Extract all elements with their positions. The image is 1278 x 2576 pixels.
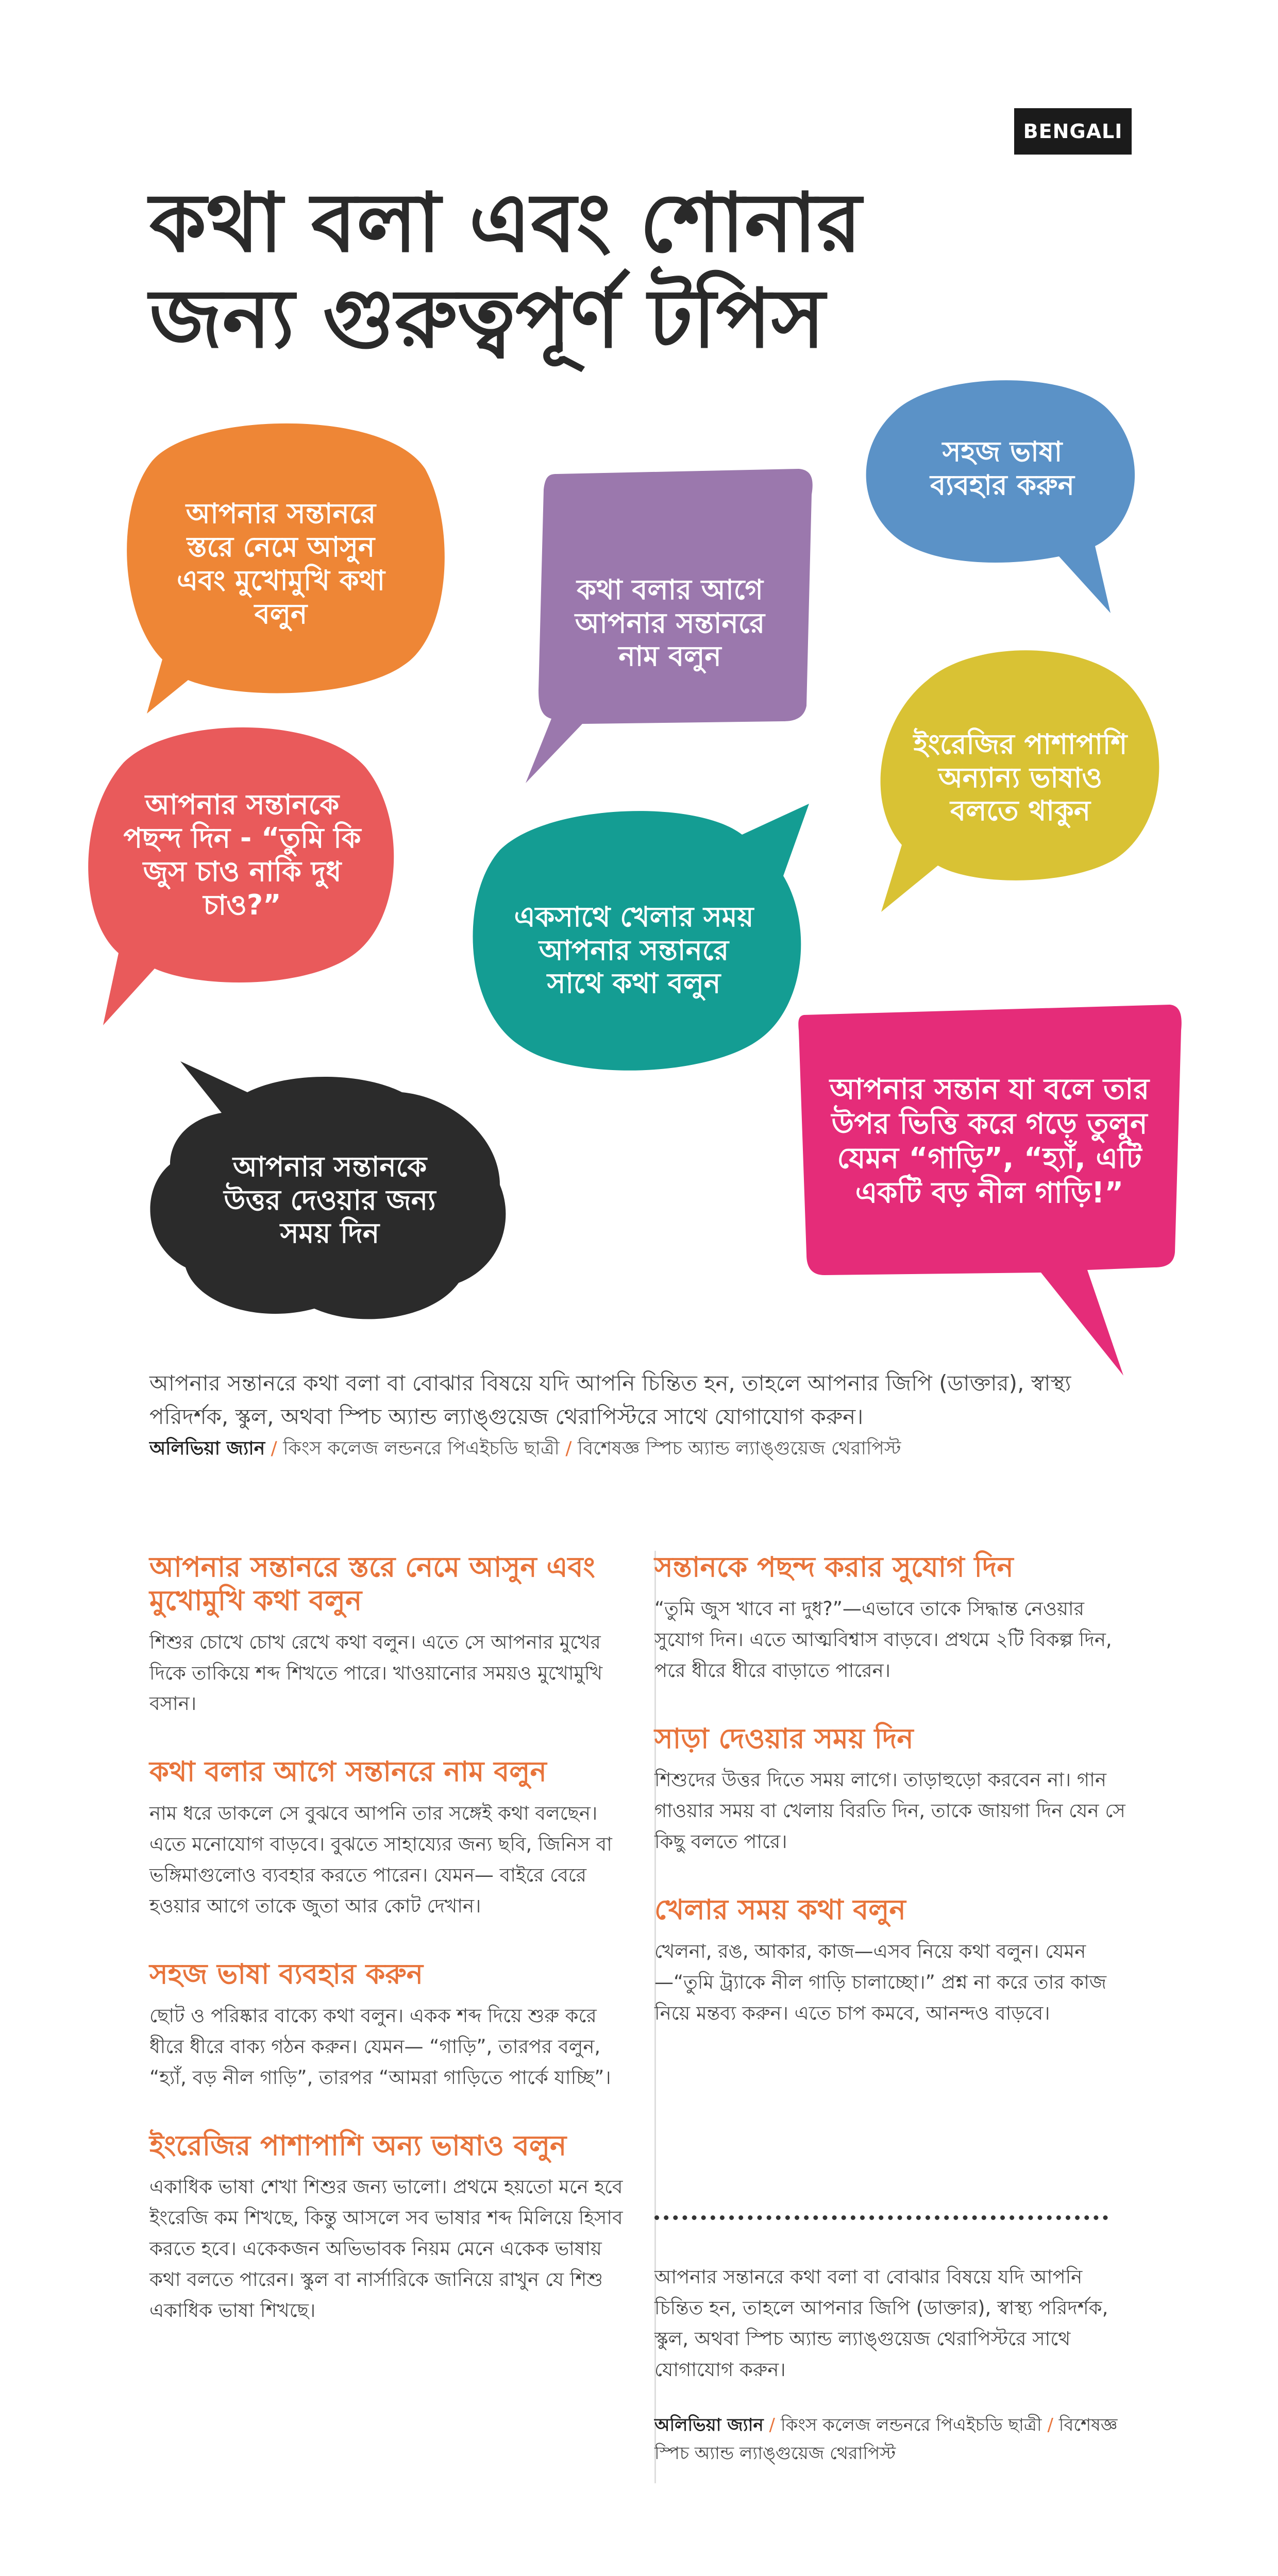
speech-bubble-simple-language bbox=[863, 371, 1141, 613]
section-body: “তুমি জুস খাবে না দুধ?”—এভাবে তাকে সিদ্ধান্ত নেওয়ার সুযোগ দিন। এতে আত্মবিশ্বাস বাড়বে। প্রথমে ২টি বিকল্প দিন, পরে ধীরে ধীরে বাড়াতে পারেন। bbox=[654, 1597, 1112, 1682]
bubble-text: আপনার সন্তানরে স্তরে নেমে আসুন এবং মুখোমুখি কথা বলুন bbox=[176, 497, 385, 630]
bubble-text: ইংরেজির পাশাপাশি অন্যান্য ভাষাও বলতে থাকুন bbox=[913, 727, 1128, 827]
bubble-text: সহজ ভাষা ব্যবহার করুন bbox=[930, 435, 1074, 501]
separator: / bbox=[565, 1438, 572, 1459]
speech-bubble-give-choices bbox=[82, 716, 402, 1025]
speech-bubble-say-name bbox=[526, 464, 814, 783]
section-heading: সাড়া দেওয়ার সময় দিন bbox=[654, 1722, 914, 1755]
section-heading: আপনার সন্তানরে স্তরে নেমে আসুন এবং মুখোমুখি কথা বলুন bbox=[149, 1551, 595, 1617]
section-body: খেলনা, রঙ, আকার, কাজ—এসব নিয়ে কথা বলুন। যেমন—“তুমি ট্র্যাকে নীল গাড়ি চালাচ্ছো।” প্রশ্ন না করে তার কাজ নিয়ে মন্তব্য করুন। এতে চাপ কমবে, আনন্দও বাড়বে। bbox=[654, 1940, 1107, 2024]
author-role-2: বিশেষজ্ঞ স্পিচ অ্যান্ড ল্যাঙ্গুয়েজ থেরাপিস্ট bbox=[654, 2414, 1118, 2464]
language-badge: BENGALI bbox=[1014, 108, 1132, 155]
speech-bubble-time-to-answer bbox=[144, 1051, 515, 1329]
right-column bbox=[654, 1551, 1134, 2065]
section-heading: খেলার সময় কথা বলুন bbox=[654, 1893, 906, 1926]
side-author-credit bbox=[654, 2411, 1118, 2468]
bubble-text: একসাথে খেলার সময় আপনার সন্তানরে সাথে কথা বলুন bbox=[514, 900, 754, 1000]
side-note-text: আপনার সন্তানরে কথা বলা বা বোঝার বিষয়ে যদি আপনি চিন্তিত হন, তাহলে আপনার জিপি (ডাক্তার), স্বাস্থ্য পরিদর্শক, স্কুল, অথবা স্পিচ অ্যান্ড ল্যাঙ্গুয়েজ থেরাপিস্টরে সাথে যোগাযোগ করুন। bbox=[654, 2266, 1108, 2381]
side-note-box bbox=[654, 2262, 1118, 2468]
author-name: অলিভিয়া জ্যান bbox=[149, 1438, 265, 1459]
separator: / bbox=[769, 2414, 776, 2435]
section-body: শিশুদের উত্তর দিতে সময় লাগে। তাড়াহুড়ো করবেন না। গান গাওয়ার সময় বা খেলায় বিরতি দিন, তাকে জায়গা দিন যেন সে কিছু বলতে পারে। bbox=[654, 1769, 1125, 1853]
title-line-2: জন্য গুরুত্বপূর্ণ টপিস bbox=[149, 272, 825, 367]
intro-paragraph: আপনার সন্তানরে কথা বলা বা বোঝার বিষয়ে যদি আপনি চিন্তিত হন, তাহলে আপনার জিপি (ডাক্তার), স্বাস্থ্য পরিদর্শক, স্কুল, অথবা স্পিচ অ্যান্ড ল্যাঙ্গুয়েজ থেরাপিস্টরে সাথে যোগাযোগ করুন। bbox=[149, 1370, 1071, 1430]
author-role-1: কিংস কলেজ লন্ডনরে পিএইচডি ছাত্রী bbox=[283, 1438, 560, 1459]
section-heading: ইংরেজির পাশাপাশি অন্য ভাষাও বলুন bbox=[149, 2129, 567, 2162]
bubble-text: আপনার সন্তান যা বলে তার উপর ভিত্তি করে গড়ে তুলুন যেমন “গাড়ি”, “হ্যাঁ, এটি একটি বড় নীল গাড়ি!” bbox=[830, 1072, 1149, 1210]
bubble-text: আপনার সন্তানকে পছন্দ দিন - “তুমি কি জুস চাও নাকি দুধ চাও?” bbox=[123, 788, 361, 921]
author-credit bbox=[149, 1435, 1129, 1463]
section-heading: সহজ ভাষা ব্যবহার করুন bbox=[149, 1957, 424, 1990]
author-role-2: বিশেষজ্ঞ স্পিচ অ্যান্ড ল্যাঙ্গুয়েজ থেরাপিস্ট bbox=[577, 1438, 901, 1459]
section-body: শিশুর চোখে চোখ রেখে কথা বলুন। এতে সে আপনার মুখের দিকে তাকিয়ে শব্দ শিখতে পারে। খাওয়ানোর সময়ও মুখোমুখি বসান। bbox=[149, 1631, 603, 1715]
speech-bubble-build-on-words bbox=[794, 994, 1185, 1376]
dotted-divider bbox=[654, 2215, 1108, 2220]
section-heading: কথা বলার আগে সন্তানরে নাম বলুন bbox=[149, 1755, 547, 1788]
bubble-text: কথা বলার আগে আপনার সন্তানরে নাম বলুন bbox=[575, 573, 765, 673]
separator: / bbox=[271, 1438, 277, 1459]
speech-bubble-talk-while-playing bbox=[453, 793, 814, 1087]
section-body: নাম ধরে ডাকলে সে বুঝবে আপনি তার সঙ্গেই কথা বলছেন। এতে মনোযোগ বাড়বে। বুঝতে সাহায্যের জন্য ছবি, জিনিস বা ভঙ্গিমাগুলোও ব্যবহার করতে পারেন। যেমন— বাইরে বেরে হওয়ার আগে তাকে জুতা আর কোট দেখান। bbox=[149, 1802, 612, 1918]
separator: / bbox=[1047, 2414, 1053, 2435]
left-column bbox=[149, 1551, 629, 2362]
section-body: একাধিক ভাষা শেখা শিশুর জন্য ভালো। প্রথমে হয়তো মনে হবে ইংরেজি কম শিখছে, কিন্তু আসলে সব ভাষার শব্দ মিলিয়ে হিসাব করতে হবে। একেকজন অভিভাবক নিয়ম মেনে একেক ভাষায় কথা বলতে পারেন। স্কুল বা নার্সারিকে জানিয়ে রাখুন যে শিশু একাধিক ভাষা শিখছে। bbox=[149, 2176, 623, 2322]
author-name: অলিভিয়া জ্যান bbox=[654, 2414, 764, 2435]
section-heading: সন্তানকে পছন্দ করার সুযোগ দিন bbox=[654, 1551, 1014, 1583]
speech-bubble-face-to-face bbox=[116, 412, 446, 716]
author-role-1: কিংস কলেজ লন্ডনরে পিএইচডি ছাত্রী bbox=[780, 2414, 1042, 2435]
bubble-text: আপনার সন্তানকে উত্তর দেওয়ার জন্য সময় দিন bbox=[224, 1150, 436, 1250]
page-title bbox=[149, 175, 1154, 367]
speech-bubble-other-languages bbox=[871, 644, 1170, 912]
title-line-1: কথা বলা এবং শোনার bbox=[149, 176, 862, 270]
section-body: ছোট ও পরিষ্কার বাক্যে কথা বলুন। একক শব্দ দিয়ে শুরু করে ধীরে ধীরে বাক্য গঠন করুন। যেমন— “গাড়ি”, তারপর বলুন, “হ্যাঁ, বড় নীল গাড়ি”, তারপর “আমরা গাড়িতে পার্কে যাচ্ছি”। bbox=[149, 2004, 611, 2089]
